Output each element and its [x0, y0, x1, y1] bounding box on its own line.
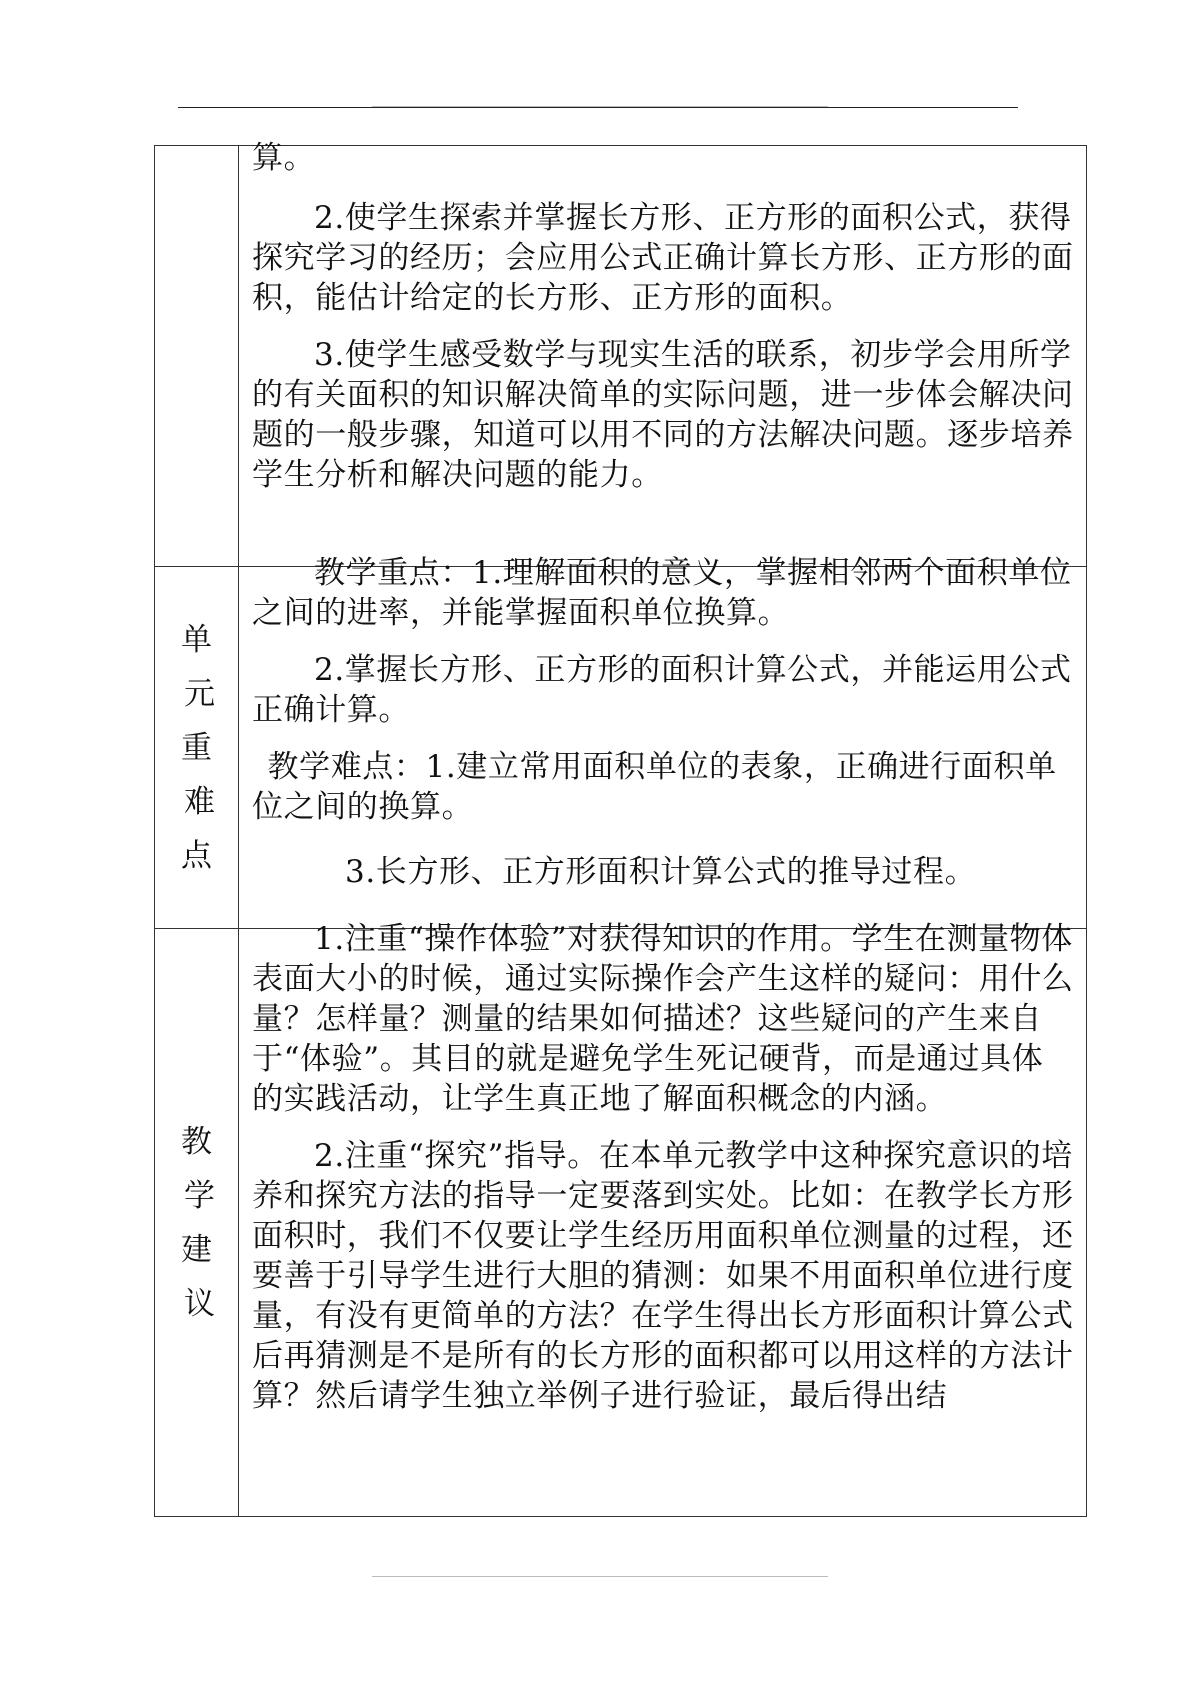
label-char: 建 [181, 1231, 212, 1268]
row-label-key-difficult-points [155, 567, 239, 929]
key-point-2: 2.掌握长方形、正方形的面积计算公式，并能运用公式正确计算。 [252, 652, 1072, 728]
key-point-1: 教学重点：1.理解面积的意义，掌握相邻两个面积单位之间的进率，并能掌握面积单位换算。 [252, 555, 1072, 631]
table-row-suggestions [155, 929, 1087, 1517]
goals-cell [239, 140, 1087, 567]
unit-plan-table [154, 140, 1087, 1517]
suggestions-cell [239, 921, 1087, 1517]
label-char: 议 [184, 1285, 215, 1322]
row-label-empty [155, 146, 239, 567]
goal-2: 2.使学生探索并掌握长方形、正方形的面积公式，获得探究学习的经历；会应用公式正确计算长方形、正方形的面积，能估计给定的长方形、正方形的面积。 [252, 200, 1074, 316]
key-points-cell [239, 555, 1087, 929]
goal-continuation: 算。 [252, 140, 316, 176]
row-label-teaching-suggestions [155, 929, 239, 1517]
table-row-goals [155, 146, 1087, 567]
label-char: 点 [181, 837, 212, 874]
suggestion-2: 2.注重“探究”指导。在本单元教学中这种探究意识的培养和探究方法的指导一定要落到实处。比如：在教学长方形面积时，我们不仅要让学生经历用面积单位测量的过程，还要善于引导学生进行大胆的猜测：如果不用面积单位进行度量，有没有更简单的方法？在学生得出长方形面积计算公式后再猜测是不是所有的长方形的面积都可以用这样的方法计算？然后请学生独立举例子进行验证，最后得出结 [252, 1138, 1074, 1414]
goal-3: 3.使学生感受数学与现实生活的联系，初步学会用所学的有关面积的知识解决简单的实际问题，进一步体会解决问题的一般步骤，知道可以用不同的方法解决问题。逐步培养学生分析和解决问题的能力。 [252, 337, 1074, 493]
table-row-key-points [155, 567, 1087, 929]
page-bottom-rule [372, 1576, 828, 1577]
label-char: 学 [184, 1177, 215, 1214]
label-char: 教 [181, 1123, 212, 1160]
suggestion-1: 1.注重“操作体验”对获得知识的作用。学生在测量物体表面大小的时候，通过实际操作会产生这样的疑问：用什么量？怎样量？测量的结果如何描述？这些疑问的产生来自于“体验”。其目的就是避免学生死记硬背，而是通过具体的实践活动，让学生真正地了解面积概念的内涵。 [252, 921, 1074, 1117]
label-char: 元 [184, 675, 215, 712]
label-char: 重 [181, 729, 212, 766]
label-char: 单 [181, 621, 212, 658]
header-rule [178, 107, 1018, 108]
label-char: 难 [184, 783, 215, 820]
difficulty-1: 教学难点：1.建立常用面积单位的表象，正确进行面积单位之间的换算。 [252, 749, 1057, 825]
difficulty-3: 3.长方形、正方形面积计算公式的推导过程。 [345, 854, 977, 890]
page-top-rule [372, 106, 828, 107]
